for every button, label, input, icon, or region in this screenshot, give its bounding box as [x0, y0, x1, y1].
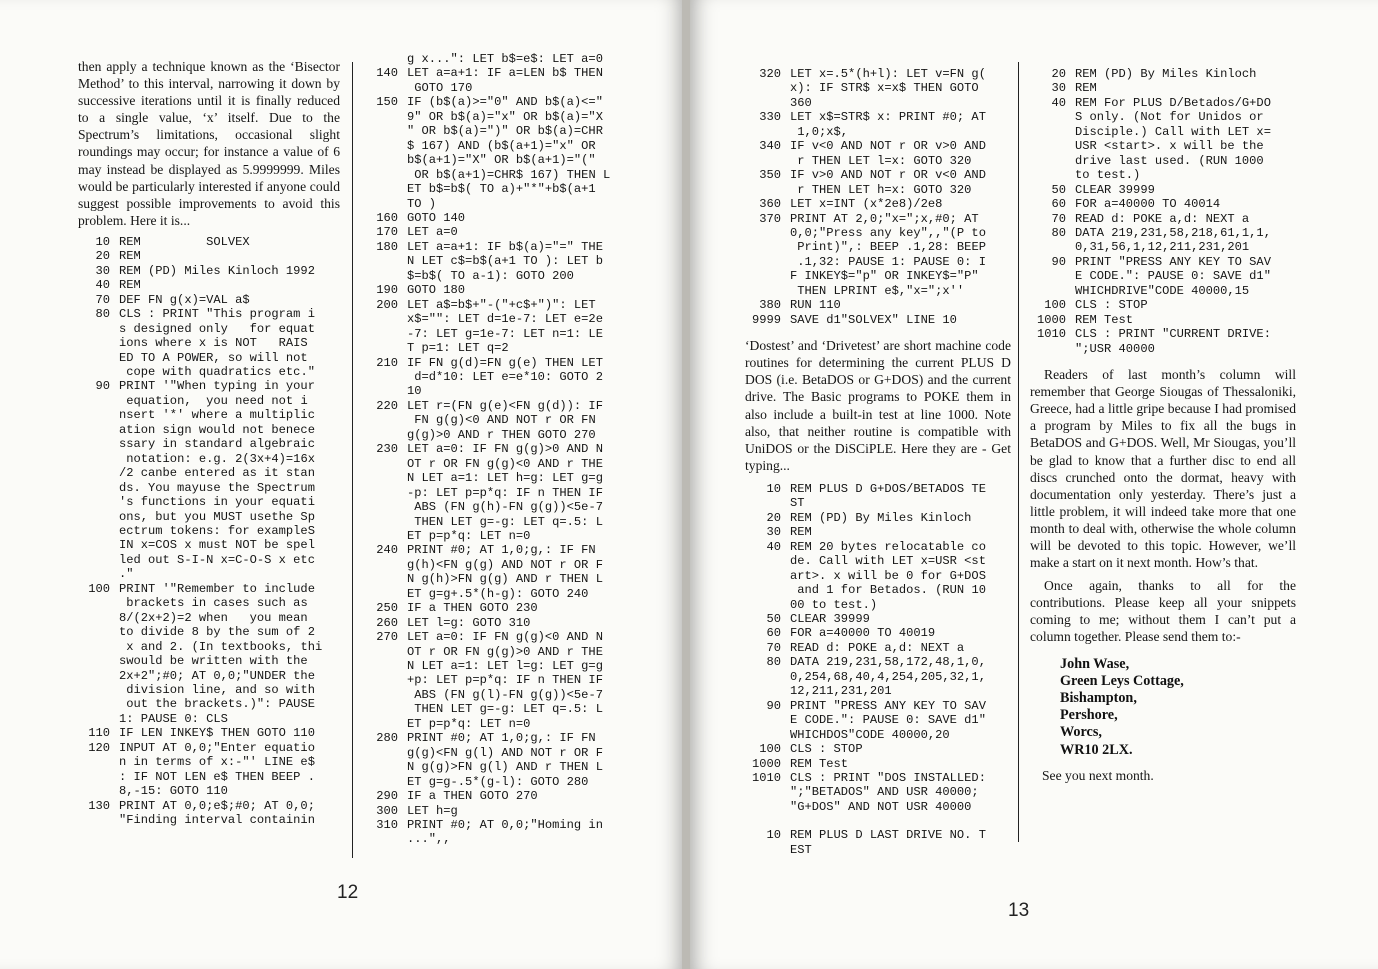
line-number: 320 [759, 67, 781, 81]
listing-drivetest-part2 [1030, 67, 1296, 356]
code-line [745, 699, 1013, 742]
line-number: 290 [376, 789, 398, 804]
line-number: 380 [759, 298, 781, 313]
code-line [366, 818, 628, 847]
code-line [78, 278, 340, 292]
line-text: IF v>0 AND NOT r OR v<0 AND r THEN LET h=x: GOTO 320 [790, 168, 986, 197]
code-line [1030, 96, 1296, 183]
line-number: 100 [88, 581, 110, 596]
line-text: CLS : STOP [790, 742, 863, 757]
line-number: 70 [1051, 211, 1066, 226]
line-text: PRINT "PRESS ANY KEY TO SAV E CODE.": PAUSE 0: SAVE d1" WHICHDOS"CODE 40000,20 [790, 698, 986, 742]
line-number: 90 [766, 698, 781, 713]
line-text: CLEAR 39999 [790, 611, 870, 626]
line-text: LET a=a+1: IF a=LEN b$ THEN GOTO 170 [407, 66, 603, 95]
line-number: 300 [376, 803, 398, 818]
line-number: 80 [95, 307, 110, 322]
code-line [745, 168, 1013, 197]
line-text: LET a=0: IF FN g(g)<0 AND N OT r OR FN g(g)>0 AND r THE N LET a=1: LET l=g: LET g=g +p: LET p=p*q: IF n THEN IF ABS (FN g(l)-FN g(g))<5e-7 THEN LET g=-g: LET q=.5: L ET p=p*q: LET n=0 [407, 630, 603, 731]
code-line [745, 828, 1013, 857]
code-line [366, 731, 628, 789]
line-text: IF (b$(a)>="0" AND b$(a)<=" 9" OR b$(a)="x" OR b$(a)="X " OR b$(a)=")" OR b$(a)=CHR $ 167) AND (b$(a+1)="x" OR b$(a+1)="X" OR b$(a+1)="(" OR b$(a+1)=CHR$ 167) THEN L ET b$=b$( TO a)+"*"+b$(a+1 TO ) [407, 95, 611, 211]
code-line [1030, 255, 1296, 298]
line-number: 20 [766, 510, 781, 525]
address-line: Bishampton, [1060, 689, 1137, 706]
code-line [1030, 81, 1296, 95]
code-line [745, 655, 1013, 698]
code-line [78, 799, 340, 828]
listing-dostest [745, 482, 1013, 814]
right-column-2 [1030, 67, 1296, 784]
code-line [78, 582, 340, 727]
code-line [366, 630, 628, 731]
line-number: 200 [376, 297, 398, 312]
closing-text [1030, 366, 1296, 646]
line-number: 40 [95, 278, 110, 293]
line-number: 1000 [751, 756, 781, 771]
code-line [745, 197, 1013, 211]
code-line [1030, 313, 1296, 327]
address-line: WR10 2LX. [1060, 741, 1133, 758]
code-line [366, 616, 628, 630]
line-number: 150 [376, 95, 398, 110]
line-number: 100 [1044, 298, 1066, 313]
intro-paragraph: then apply a technique known as the ‘Bisector Method’ to this interval, narrowing it down by successive iterations until it is finally reduced to a single value, ‘x’ itself. Due to the Spectrum’s limitations, occasional slight roundings may occur; for instance a value of 6 may instead be displayed as 5.9999999. Miles would be particularly interested if anyone could suggest possible improvements to avoid this problem. Here it is... [78, 59, 340, 228]
line-text: IF v<0 AND NOT r OR v>0 AND r THEN LET l=x: GOTO 320 [790, 139, 986, 168]
line-text: REM For PLUS D/Betados/G+DO S only. (Not for Unidos or Disciple.) Call with LET x= USR <start>. x will be the drive last used. (RUN 1000 to test.) [1075, 95, 1271, 183]
code-line [366, 240, 628, 283]
line-text: LET x=INT (x*2e8)/2e8 [790, 197, 943, 212]
line-text: PRINT AT 0,0;e$;#0; AT 0,0; "Finding interval containin [119, 798, 315, 828]
listing-solvex-part2 [366, 52, 628, 847]
line-number: 80 [766, 655, 781, 670]
code-line [1030, 327, 1296, 356]
column-divider-right [1018, 62, 1019, 842]
line-text: g x...": LET b$=e$: LET a=0 [407, 52, 603, 66]
line-text: DATA 219,231,58,172,48,1,0, 0,254,68,40,4,254,205,32,1, 12,211,231,201 [790, 655, 986, 699]
line-text: PRINT #0; AT 0,0;"Homing in ...",, [407, 818, 603, 847]
line-number: 270 [376, 630, 398, 645]
line-text: DATA 219,231,58,218,61,1,1, 0,31,56,1,12,211,231,201 [1075, 225, 1271, 255]
code-line [745, 626, 1013, 640]
line-number: 9999 [751, 312, 781, 327]
code-line [745, 771, 1013, 814]
readers-paragraph: Readers of last month’s column will remember that George Siougas of Thessaloniki, Greece, had a little gripe because I had promised a program by Miles to fix all the bugs in BetaDOS and G+DOS. Well, Mr Siougas, you’ll be glad to know that a further disc to end all discs crunched onto the dormat, heavy with documentation only yesterday. There’s just a little problem, it will indeed take more that one month to deal with, otherwise the whole column will be devoted to this topic. However, we’ll make a start on it next month. How’s that. [1030, 367, 1296, 571]
line-text: PRINT #0; AT 1,0;g,: IF FN g(g)<FN g(l) AND NOT r OR F N g(g)>FN g(l) AND r THEN L ET g=g-.5*(g-l): GOTO 280 [407, 731, 603, 789]
code-line [745, 67, 1013, 110]
line-number: 230 [376, 442, 398, 457]
code-line [366, 298, 628, 356]
code-line [745, 742, 1013, 756]
line-text: PRINT AT 2,0;"x=";x,#0; AT 0,0;"Press any key",,"(P to Print)",: BEEP .1,28: BEEP .1,32: PAUSE 1: PAUSE 0: I F INKEY$="p" OR INKEY$="P" THEN LPRINT e$,"x=";x'' [790, 211, 986, 298]
listing-drivetest-part1 [745, 828, 1013, 857]
code-line [745, 612, 1013, 626]
code-line [78, 249, 340, 263]
line-number: 260 [376, 615, 398, 630]
line-number: 50 [1051, 182, 1066, 197]
line-text: LET a$=b$+"-("+c$+")": LET x$="": LET d=1e-7: LET e=2e -7: LET g=1e-7: LET n=1: LE T p=1: LET q=2 [407, 297, 603, 356]
page-number-13: 13 [1008, 900, 1030, 921]
line-text: REM [119, 249, 141, 264]
line-number: 190 [376, 283, 398, 298]
address-line: John Wase, [1060, 655, 1130, 672]
line-text: REM SOLVEX [119, 234, 250, 249]
line-text: REM PLUS D G+DOS/BETADOS TE ST [790, 481, 986, 511]
code-line [78, 741, 340, 799]
line-number: 330 [759, 110, 781, 125]
line-text: LET x=.5*(h+l): LET v=FN g( x): IF STR$ x=x$ THEN GOTO 360 [790, 67, 986, 110]
thanks-paragraph: Once again, thanks to all for the contributions. Please keep all your snippets coming to me; without them I can’t put a column together. Please send them to:- [1030, 578, 1296, 645]
code-line [366, 356, 628, 399]
code-line [1030, 67, 1296, 81]
code-line [745, 212, 1013, 299]
line-text: REM [119, 278, 141, 293]
line-text: PRINT '"Remember to include brackets in cases such as 8/(2x+2)=2 when you mean to divide 8 by the sum of 2 x and 2. (In textbooks, thi swould be written with the 2x+2";#0; AT 0,0;"UNDER the division line, and so with out the brackets.)": PAUSE 1: PAUSE 0: CLS [119, 581, 323, 726]
line-number: 10 [95, 234, 110, 249]
column-divider [352, 62, 353, 858]
line-text: REM Test [790, 756, 849, 771]
line-text: FOR a=40000 TO 40014 [1075, 197, 1221, 212]
listing-solvex-part3 [745, 67, 1013, 327]
dostest-text: ‘Dostest’ and ‘Drivetest’ are short machine code routines for determining the current PLUS D DOS (i.e. BetaDOS or G+DOS) and the current drive. The Basic programs to POKE them in also include a built-in test at line 1000. Note also, that neither routine is compatible with UniDOS or the DiSCiPLE. Here they are - Get typing... [745, 338, 1011, 473]
code-line [366, 789, 628, 803]
line-text: PRINT #0; AT 1,0;g,: IF FN g(h)<FN g(g) AND NOT r OR F N g(h)>FN g(g) AND r THEN L ET g=g+.5*(h-g): GOTO 240 [407, 543, 603, 601]
line-number: 1010 [751, 770, 781, 785]
line-number: 10 [766, 481, 781, 496]
line-number: 130 [88, 798, 110, 813]
page-number-12: 12 [337, 882, 359, 903]
line-number: 160 [376, 210, 398, 225]
code-line [1030, 183, 1296, 197]
code-line [1030, 212, 1296, 226]
line-text: LET h=g [407, 803, 458, 818]
dostest-paragraph [745, 337, 1011, 474]
line-text: LET a=0: IF FN g(g)>0 AND N OT r OR FN g(g)<0 AND r THE N LET a=1: LET h=g: LET g=g -p: LET p=p*q: IF n THEN IF ABS (FN g(h)-FN g(g))<5e-7 THEN LET g=-g: LET q=.5: L ET p=p*q: LET n=0 [407, 442, 603, 543]
code-line [366, 804, 628, 818]
line-number: 350 [759, 168, 781, 183]
code-line [78, 307, 340, 379]
line-number: 10 [766, 828, 781, 843]
address-line: Worcs, [1060, 724, 1102, 741]
line-text: LET x$=STR$ x: PRINT #0; AT 1,0;x$, [790, 110, 986, 139]
listing-solvex-part1 [78, 235, 340, 828]
code-line [78, 235, 340, 249]
code-line [1030, 226, 1296, 255]
line-number: 40 [766, 539, 781, 554]
signoff: See you next month. [1042, 767, 1154, 783]
line-text: LET l=g: GOTO 310 [407, 615, 531, 630]
line-number: 220 [376, 398, 398, 413]
line-text: REM Test [1075, 312, 1134, 327]
line-number: 30 [1051, 81, 1066, 96]
line-number: 50 [766, 611, 781, 626]
code-line [78, 726, 340, 740]
line-number: 340 [759, 139, 781, 154]
code-line [366, 52, 628, 66]
line-number: 20 [1051, 67, 1066, 81]
line-text: LET a=0 [407, 225, 458, 240]
line-text: GOTO 180 [407, 283, 466, 298]
line-number: 110 [88, 726, 110, 741]
line-text: PRINT '"When typing in your equation, you need not i nsert '*' where a multiplic ation sign would not benece ssary in standard algebraic notation: e.g. 2(3x+4)=16x /2 canbe entered as it stan ds. You mayuse the Spectrum 's functions in your equati ons, but you MUST usethe Sp ectrum tokens: for exampleS IN x=COS x must NOT be spel led out S-I-N x=C-O-S x etc ." [119, 379, 315, 582]
line-text: PRINT "PRESS ANY KEY TO SAV E CODE.": PAUSE 0: SAVE d1" WHICHDRIVE"CODE 40000,15 [1075, 254, 1271, 298]
line-number: 90 [95, 379, 110, 394]
line-text: LET a=a+1: IF b$(a)="=" THE N LET c$=b$(a+1 TO ): LET b $=b$( TO a-1): GOTO 200 [407, 239, 603, 283]
line-text: REM (PD) By Miles Kinloch [1075, 67, 1257, 81]
left-column-2 [366, 52, 628, 847]
address-line: Green Leys Cottage, [1060, 672, 1184, 689]
code-line [745, 313, 1013, 327]
code-line [78, 379, 340, 581]
line-number: 1010 [1036, 327, 1066, 342]
line-number: 240 [376, 543, 398, 558]
line-text: REM [1075, 81, 1097, 96]
line-number: 1000 [1036, 312, 1066, 327]
line-text: IF a THEN GOTO 230 [407, 601, 538, 616]
code-line [745, 540, 1013, 612]
code-line [366, 66, 628, 95]
address-line: Pershore, [1060, 707, 1118, 724]
line-text: CLS : PRINT "CURRENT DRIVE: ";USR 40000 [1075, 327, 1271, 356]
code-line [745, 482, 1013, 511]
code-line [78, 293, 340, 307]
line-number: 60 [1051, 197, 1066, 212]
code-line [366, 399, 628, 442]
code-line [745, 525, 1013, 539]
line-text: LET r=(FN g(e)<FN g(d)): IF FN g(g)<0 AND NOT r OR FN g(g)>0 AND r THEN GOTO 270 [407, 398, 603, 442]
line-text: REM [790, 525, 812, 540]
code-line [366, 225, 628, 239]
code-line [78, 264, 340, 278]
left-page [0, 0, 684, 969]
line-number: 210 [376, 355, 398, 370]
line-text: REM (PD) By Miles Kinloch [790, 510, 972, 525]
line-number: 140 [376, 66, 398, 81]
line-text: REM PLUS D LAST DRIVE NO. T EST [790, 828, 986, 857]
line-number: 20 [95, 249, 110, 264]
line-text: CLEAR 39999 [1075, 182, 1155, 197]
right-column-1 [745, 67, 1013, 857]
line-text: FOR a=40000 TO 40019 [790, 626, 936, 641]
line-number: 90 [1051, 254, 1066, 269]
line-number: 100 [759, 742, 781, 757]
code-line [366, 211, 628, 225]
line-text: CLS : STOP [1075, 298, 1148, 313]
line-number: 310 [376, 818, 398, 833]
line-number [366, 52, 407, 66]
left-column-1 [78, 58, 340, 828]
code-line [366, 601, 628, 615]
line-text: RUN 110 [790, 298, 841, 313]
line-text: READ d: POKE a,d: NEXT a [1075, 211, 1250, 226]
code-line [366, 283, 628, 297]
line-number: 120 [88, 740, 110, 755]
right-page [690, 0, 1378, 969]
code-line [745, 511, 1013, 525]
line-number: 40 [1051, 95, 1066, 110]
code-line [1030, 197, 1296, 211]
line-number: 180 [376, 239, 398, 254]
line-number: 30 [766, 525, 781, 540]
line-number: 70 [766, 640, 781, 655]
line-text: GOTO 140 [407, 210, 466, 225]
line-text: IF LEN INKEY$ THEN GOTO 110 [119, 726, 315, 741]
line-text: CLS : PRINT "This program i s designed only for equat ions where x is NOT RAIS ED TO A POWER, so will not cope with quadratics etc." [119, 307, 315, 380]
code-line [366, 442, 628, 543]
contact-address [1060, 656, 1296, 759]
line-number: 70 [95, 292, 110, 307]
line-text: SAVE d1"SOLVEX" LINE 10 [790, 312, 957, 327]
line-text: READ d: POKE a,d: NEXT a [790, 640, 965, 655]
code-line [1030, 298, 1296, 312]
line-text: DEF FN g(x)=VAL a$ [119, 292, 250, 307]
code-line [745, 757, 1013, 771]
line-number: 60 [766, 626, 781, 641]
line-number: 250 [376, 601, 398, 616]
code-line [745, 298, 1013, 312]
line-number: 360 [759, 197, 781, 212]
line-number: 370 [759, 211, 781, 226]
line-number: 280 [376, 731, 398, 746]
line-text: IF FN g(d)=FN g(e) THEN LET d=d*10: LET e=e*10: GOTO 2 10 [407, 355, 603, 399]
code-line [366, 543, 628, 601]
line-number: 30 [95, 263, 110, 278]
line-text: REM (PD) Miles Kinloch 1992 [119, 263, 315, 278]
code-line [745, 110, 1013, 139]
line-text: CLS : PRINT "DOS INSTALLED: ";"BETADOS" AND USR 40000; "G+DOS" AND NOT USR 40000 [790, 770, 986, 814]
line-text: INPUT AT 0,0;"Enter equatio n in terms of x:-"' LINE e$ : IF NOT LEN e$ THEN BEEP . 8,-15: GOTO 110 [119, 740, 315, 799]
code-line [745, 139, 1013, 168]
line-text: IF a THEN GOTO 270 [407, 789, 538, 804]
line-text: REM 20 bytes relocatable co de. Call with LET x=USR <st art>. x will be 0 for G+DOS and 1 for Betados. (RUN 10 00 to test.) [790, 539, 986, 612]
code-line [366, 95, 628, 211]
code-line [745, 641, 1013, 655]
line-number: 80 [1051, 225, 1066, 240]
line-number: 170 [376, 225, 398, 240]
